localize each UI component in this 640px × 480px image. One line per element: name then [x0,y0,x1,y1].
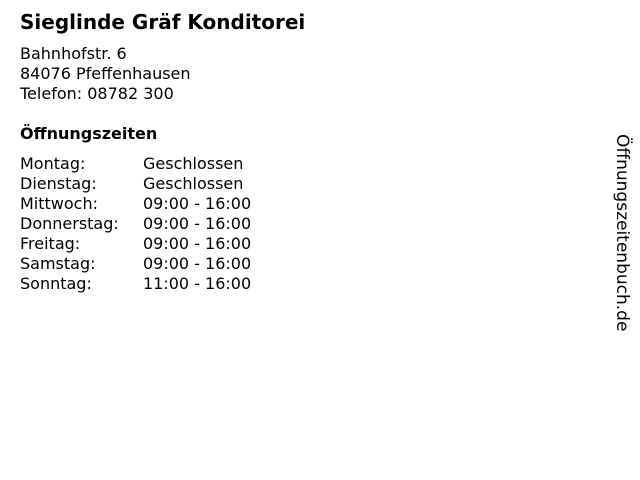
time-value: Geschlossen [143,174,244,193]
postal-city: 84076 Pfeffenhausen [20,64,191,83]
day-label: Freitag: [20,234,81,253]
site-watermark: Öffnungszeitenbuch.de [612,134,632,332]
opening-hours-heading: Öffnungszeiten [20,124,158,143]
day-label: Dienstag: [20,174,97,193]
time-value: 09:00 - 16:00 [143,234,252,253]
day-label: Samstag: [20,254,96,273]
day-label: Mittwoch: [20,194,98,213]
business-name: Sieglinde Gräf Konditorei [20,10,306,34]
day-label: Sonntag: [20,274,92,293]
time-value: 09:00 - 16:00 [143,194,252,213]
day-label: Donnerstag: [20,214,119,233]
street-address: Bahnhofstr. 6 [20,44,127,63]
phone-number: Telefon: 08782 300 [20,84,174,103]
time-value: 11:00 - 16:00 [143,274,252,293]
time-value: 09:00 - 16:00 [143,254,252,273]
time-value: Geschlossen [143,154,244,173]
time-value: 09:00 - 16:00 [143,214,252,233]
address-block [20,44,191,104]
day-label: Montag: [20,154,86,173]
